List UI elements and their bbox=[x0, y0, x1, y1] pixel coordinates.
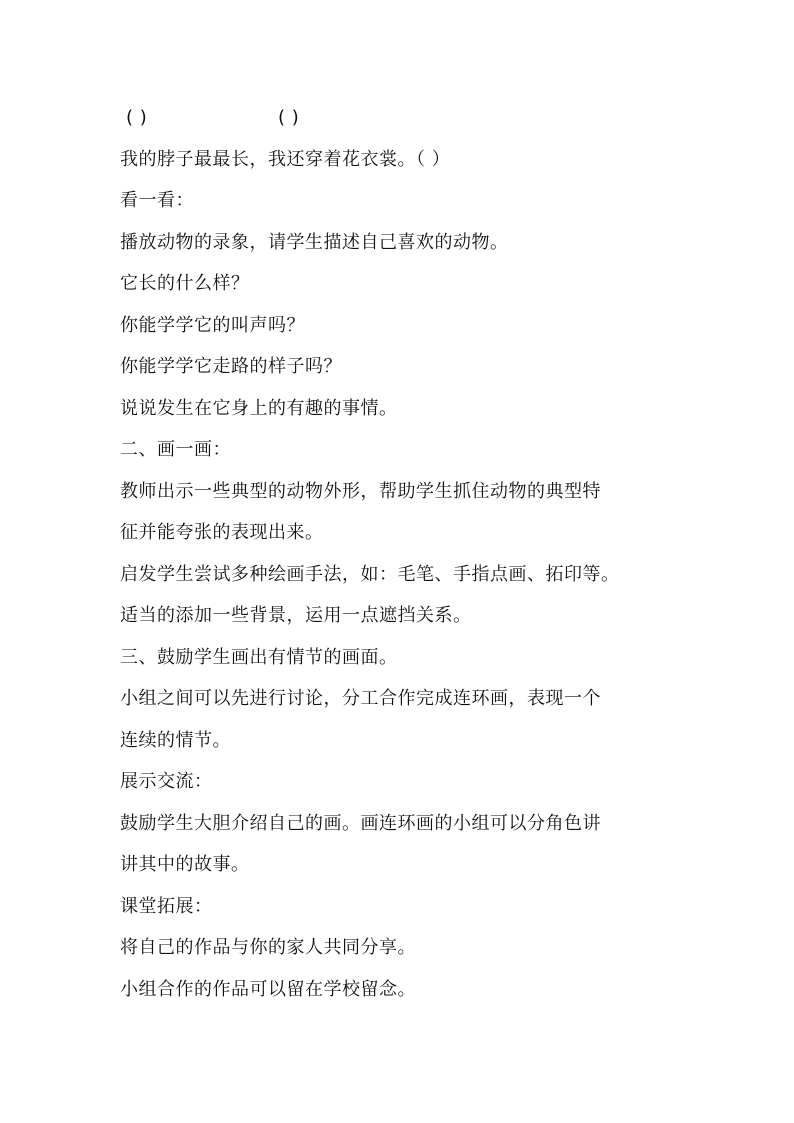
paragraph: 鼓励学生大胆介绍自己的画。画连环画的小组可以分角色讲 bbox=[120, 813, 601, 834]
paragraph: 启发学生尝试多种绘画手法，如：毛笔、手指点画、拓印等。 bbox=[120, 564, 620, 585]
question-line: 你能学学它走路的样子吗？ bbox=[120, 356, 342, 377]
answer-blank-2: ( ) bbox=[278, 107, 300, 128]
paragraph: 将自己的作品与你的家人共同分享。 bbox=[120, 937, 416, 958]
paragraph: 连续的情节。 bbox=[120, 730, 231, 751]
question-line: 它长的什么样？ bbox=[120, 273, 250, 294]
paragraph: 教师出示一些典型的动物外形，帮助学生抓住动物的典型特 bbox=[120, 481, 601, 502]
riddle-line: 我的脖子最最长，我还穿着花衣裳。（ ） bbox=[120, 149, 451, 170]
paragraph: 征并能夸张的表现出来。 bbox=[120, 522, 324, 543]
section-heading-display: 展示交流： bbox=[120, 771, 213, 792]
section-heading-draw: 二、画一画： bbox=[120, 439, 231, 460]
paragraph: 播放动物的录象，请学生描述自己喜欢的动物。 bbox=[120, 232, 509, 253]
paragraph: 小组合作的作品可以留在学校留念。 bbox=[120, 979, 416, 1000]
section-heading-extension: 课堂拓展： bbox=[120, 896, 213, 917]
question-line: 你能学学它的叫声吗？ bbox=[120, 315, 305, 336]
paragraph: 讲其中的故事。 bbox=[120, 854, 250, 875]
paragraph: 说说发生在它身上的有趣的事情。 bbox=[120, 398, 398, 419]
section-heading-look: 看一看： bbox=[120, 190, 194, 211]
paragraph: 小组之间可以先进行讨论，分工合作完成连环画，表现一个 bbox=[120, 688, 601, 709]
paragraph: 适当的添加一些背景，运用一点遮挡关系。 bbox=[120, 605, 472, 626]
answer-blank-1: ( ) bbox=[126, 107, 148, 128]
section-heading-encourage: 三、鼓励学生画出有情节的画面。 bbox=[120, 647, 398, 668]
